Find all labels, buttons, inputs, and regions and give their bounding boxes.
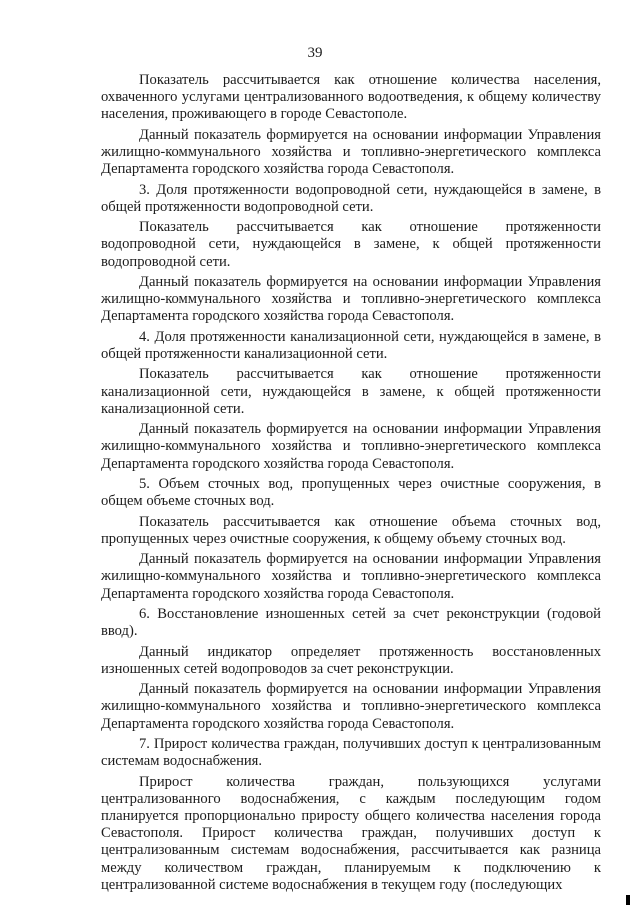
paragraph: Показатель рассчитывается как отношение протяженности водопроводной сети, нуждающейся в замене, к общей протяженности водопроводной сети. <box>101 219 601 270</box>
numbered-item: 7. Прирост количества граждан, получивших доступ к централизованным системам водоснабжения. <box>101 735 601 770</box>
paragraph: Показатель рассчитывается как отношение объема сточных вод, пропущенных через очистные сооружения, к общему объему сточных вод. <box>101 513 601 547</box>
paragraph: Показатель рассчитывается как отношение количества населения, охваченного услугами централизованного водоотведения, к общему количеству населения, проживающего в городе Севастополе. <box>101 72 601 123</box>
paragraph: Данный показатель формируется на основании информации Управления жилищно-коммунального хозяйства и топливно-энергетического комплекса Департамента городского хозяйства города Севастополя. <box>101 421 601 472</box>
paragraph: Показатель рассчитывается как отношение протяженности канализационной сети, нуждающейся в замене, к общей протяженности канализационной сети. <box>101 366 601 417</box>
scan-edge-mark <box>626 895 630 905</box>
paragraph: Данный показатель формируется на основании информации Управления жилищно-коммунального хозяйства и топливно-энергетического комплекса Департамента городского хозяйства города Севастополя. <box>101 273 601 325</box>
paragraph: Данный показатель формируется на основании информации Управления жилищно-коммунального хозяйства и топливно-энергетического комплекса Департамента городского хозяйства города Севастополя. <box>101 126 601 178</box>
numbered-item: 3. Доля протяженности водопроводной сети, нуждающейся в замене, в общей протяженности водопроводной сети. <box>101 181 601 215</box>
paragraph: Данный показатель формируется на основании информации Управления жилищно-коммунального хозяйства и топливно-энергетического комплекса Департамента городского хозяйства города Севастополя. <box>101 551 601 602</box>
numbered-item: 5. Объем сточных вод, пропущенных через очистные сооружения, в общем объеме сточных вод. <box>101 475 601 510</box>
numbered-item: 6. Восстановление изношенных сетей за счет реконструкции (годовой ввод). <box>101 605 601 640</box>
paragraph: Данный индикатор определяет протяженность восстановленных изношенных сетей водопроводов за счет реконструкции. <box>101 643 601 677</box>
paragraph: Данный показатель формируется на основании информации Управления жилищно-коммунального хозяйства и топливно-энергетического комплекса Департамента городского хозяйства города Севастополя. <box>101 681 601 732</box>
paragraph: Прирост количества граждан, пользующихся услугами централизованного водоснабжения, с каждым последующим годом планируется пропорционально приросту общего количества населения города Севастополя. Прирост количества граждан, получивших доступ к централизованным системам водоснабжения, рассчитывается как разница между количеством граждан, планируемым к подключению к централизованной системе водоснабжения в текущем году (последующих <box>101 773 601 893</box>
document-body <box>101 72 601 897</box>
page-number: 39 <box>307 45 323 61</box>
numbered-item: 4. Доля протяженности канализационной сети, нуждающейся в замене, в общей протяженности канализационной сети. <box>101 328 601 362</box>
